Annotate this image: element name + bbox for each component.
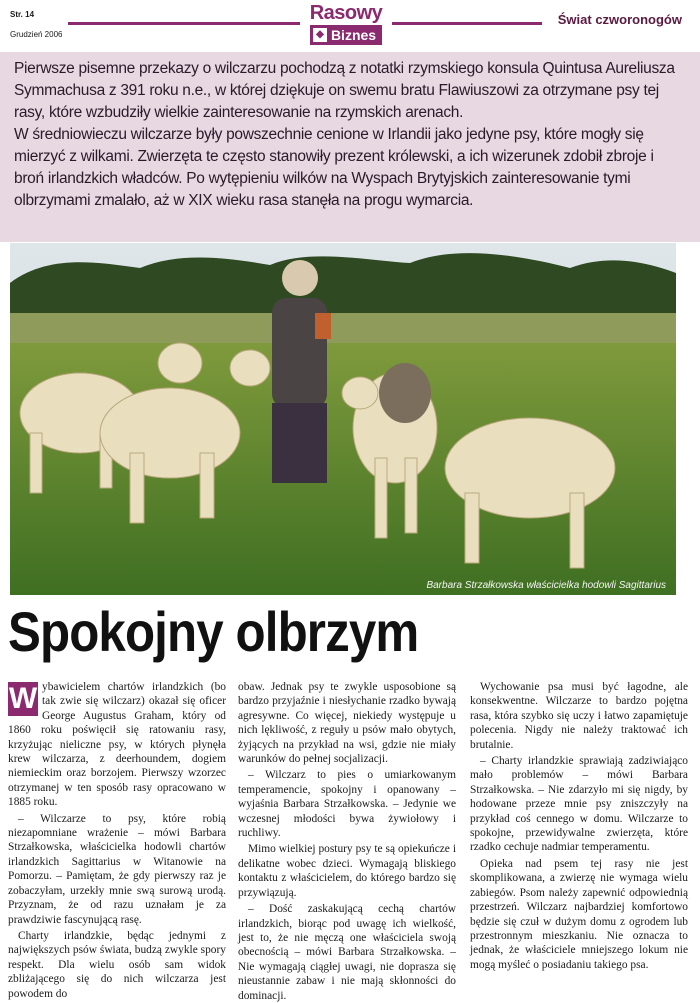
article-paragraph: – Wilczarze to psy, które robią niezapomniane wrażenie – mówi Barbara Strzałkowska, właścicielka hodowli chartów irlandzkich Sagittarius w Witanowie na Pomorzu. – Pamiętam, że gdy pierwszy raz je zobaczyłam, urzekły mnie swą surową urodą. Przyznam, że od razu uznałam je za prawdziwie fascynującą rasę. [8,812,226,926]
article-paragraph: Charty irlandzkie, będąc jednymi z największych psów świata, budzą zwykle spory respekt. Dla wielu osób sam widok zbliżającego się do nich wilczarza jest powodem do [8,929,226,1000]
article-column-1 [8,680,226,1000]
page-header [0,0,700,50]
intro-paragraph: Pierwsze pisemne przekazy o wilczarzu pochodzą z notatki rzymskiego konsula Quintusa Aureliusza Symmachusa z 391 roku n.e., w której dziękuje on swemu bratu Flawiuszowi za otrzymane psy tej rasy, które wzbudziły wielkie zainteresowanie na rzymskich arenach. [14,60,675,121]
article-paragraph: Opieka nad psem tej rasy nie jest skomplikowana, a zwierzę nie wymaga wielu zabiegów. Psom należy zapewnić odpowiednią przestrzeń. Wilczarz najbardziej komfortowo będzie się czuł w dużym domu z ogrodem lub przestronnym mieszkaniu. Nie oznacza to jednak, że właściciele mniejszego lokum nie mogą myśleć o posiadaniu takiego psa. [470,857,688,971]
page-number: Str. 14 [10,10,35,19]
article-paragraph: Wychowanie psa musi być łagodne, ale konsekwentne. Wilczarze to bardzo pojętna rasa, która szybko się uczy i łatwo zapamiętuje polecenia. Nigdy nie należy traktować ich brutalnie. [470,681,688,751]
article-column-3 [470,680,688,993]
logo-bottom-text: Biznes [330,27,377,43]
header-rule-left [68,22,300,25]
drop-cap: W [8,682,38,715]
intro-box [0,52,700,242]
photo-illustration [10,243,676,595]
article-title: Spokojny olbrzym [8,600,419,663]
article-paragraph: Mimo wielkiej postury psy te są opiekuńcze i delikatne wobec dzieci. Wymagają bliskiego kontaktu z właścicielem, do którego bardzo się przywiązują. [238,843,456,899]
header-rule-right [392,22,542,25]
intro-paragraph: W średniowieczu wilczarze były powszechnie cenione w Irlandii jako jedyne psy, które mogły się mierzyć z wilkami. Zwierzęta te często stanowiły prezent królewski, a ich wizerunek zdobił zbroje i broń irlandzkich władców. Po wytępieniu wilków na Wyspach Brytyjskich zainteresowanie tymi olbrzymami zmalało, aż w XIX wieku rasa stanęła na progu wymarcia. [14,126,654,209]
magazine-logo [300,2,392,45]
article-paragraph: – Wilczarz to pies o umiarkowanym temperamencie, spokojny i opanowany – wyjaśnia Barbara Strzałkowska. – Jedynie we wczesnej młodości bywa żywiołowy i ruchliwy. [238,769,456,840]
photo-caption: Barbara Strzałkowska właścicielka hodowli Sagittarius [426,580,666,591]
article-paragraph: obaw. Jednak psy te zwykle usposobione są bardzo przyjaźnie i niesłychanie rzadko bywają agresywne. Co więcej, niekiedy występuje u nich lękliwość, z reguły u psów mało obytych, żyjących na przykład na wsi, gdzie nie miały warunków do pełnej socjalizacji. [238,681,456,766]
article-paragraph [8,680,226,810]
issue-date: Grudzień 2006 [10,30,63,39]
article-column-2 [238,680,456,1002]
logo-top-text: Rasowy [309,2,383,24]
section-title: Świat czworonogów [557,12,682,27]
dog-paw-icon: ◆ [313,28,327,42]
article-paragraph-text: ybawicielem chartów irlandzkich (bo tak zwie się wilczarz) okazał się oficer George Augustus Graham, który od 1860 roku poświęcił się ratowaniu rasy, krzyżując nieliczne psy, w których płynęła krew wilczarza, z deerhoundem, dogiem niemieckim oraz borzojem. Pierwszy wzorzec otrzymanej w ten sposób rasy opracowano w 1885 roku. [8,681,226,809]
article-paragraph: – Charty irlandzkie sprawiają zadziwiająco mało problemów – mówi Barbara Strzałkowska. – Nie zdarzyło mi się nigdy, by hodowane przeze mnie psy zniszczyły na przykład coś cennego w domu. Wilczarze to spokojne, przewidywalne zwierzęta, które rzadko cechuje nadmiar temperamentu. [470,755,688,854]
article-body [8,680,692,1002]
logo-bottom-block [310,25,382,45]
article-paragraph: – Dość zaskakującą cechą chartów irlandzkich, biorąc pod uwagę ich wielkość, jest to, że nie męczą one właściciela swoją obecnością – mówi Barbara Strzałkowska. – Nie wymagają ciągłej uwagi, nie doprasza się nieustannie zabaw i nie mają skłonności do dominacji. [238,903,456,1002]
article-photo [10,243,676,595]
